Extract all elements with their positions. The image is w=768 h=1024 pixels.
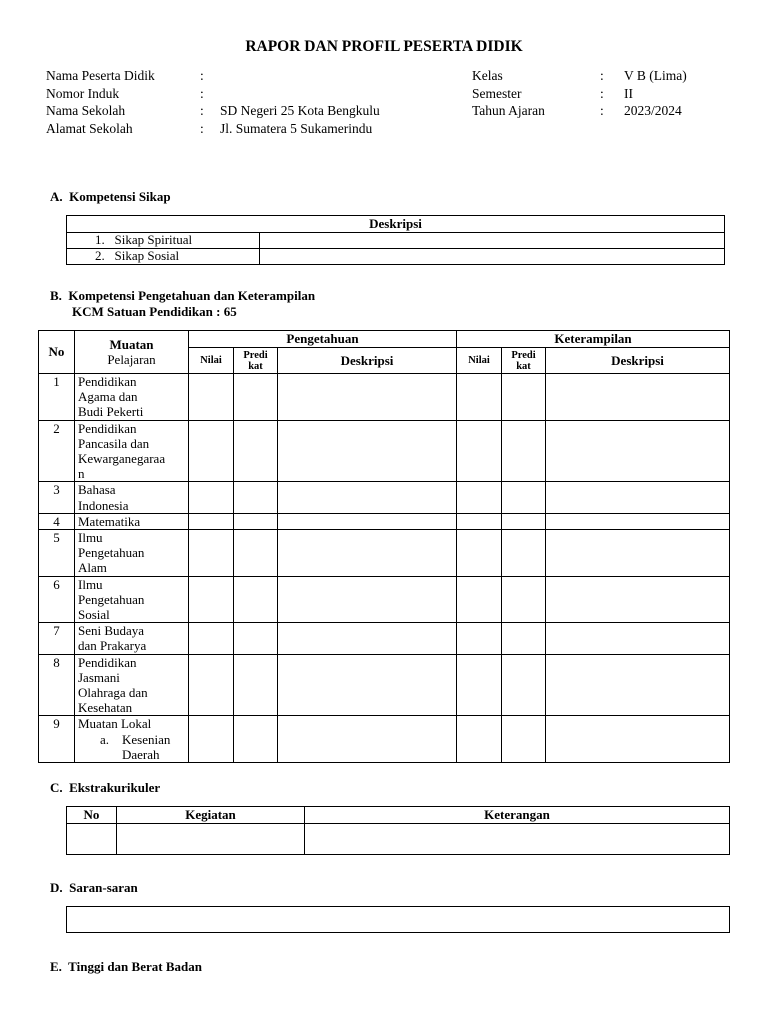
predikat-keterampilan-cell	[502, 530, 546, 577]
info-colon: :	[600, 103, 604, 118]
saran-box	[66, 906, 730, 933]
table-row	[39, 623, 730, 654]
table-row	[39, 654, 730, 716]
muatan-line: Pendidikan	[78, 420, 137, 436]
header-pengetahuan-predikat	[234, 348, 278, 374]
muatan-line: Kewarganegaraa	[78, 451, 166, 467]
sikap-header-deskripsi: Deskripsi	[67, 216, 725, 233]
nilai-pengetahuan-cell	[189, 576, 234, 623]
deskripsi-keterampilan-cell	[546, 482, 730, 513]
row-number: 9	[39, 716, 75, 763]
deskripsi-pengetahuan-cell	[278, 716, 457, 763]
muatan-pelajaran	[75, 530, 189, 577]
info-row-nama	[46, 67, 446, 85]
sub-item-text	[122, 732, 170, 762]
predikat-pengetahuan-cell	[234, 530, 278, 577]
ekskul-header-no: No	[67, 807, 117, 824]
ekskul-kegiatan-cell	[117, 824, 305, 855]
nilai-pengetahuan-cell	[189, 374, 234, 421]
sub-item-marker: a.	[100, 731, 110, 747]
info-colon: :	[200, 85, 204, 101]
header-pengetahuan-deskripsi: Deskripsi	[278, 348, 457, 374]
info-row-kelas	[472, 67, 732, 85]
predikat-line: kat	[248, 360, 263, 372]
muatan-line: Budi Pekerti	[78, 404, 144, 420]
info-label: Nomor Induk	[46, 85, 120, 101]
table-row	[39, 374, 730, 421]
info-value-sekolah: SD Negeri 25 Kota Bengkulu	[220, 103, 380, 118]
muatan-line: Ilmu	[78, 530, 103, 546]
nilai-keterampilan-cell	[457, 716, 502, 763]
muatan-line: Kesehatan	[78, 700, 133, 716]
row-number: 7	[39, 623, 75, 654]
header-no: No	[39, 331, 75, 374]
section-a-title: A. Kompetensi Sikap	[50, 189, 171, 204]
nilai-pengetahuan-cell	[189, 530, 234, 577]
nilai-pengetahuan-cell	[189, 716, 234, 763]
muatan-line: Alam	[78, 560, 107, 576]
nilai-keterampilan-cell	[457, 576, 502, 623]
header-keterampilan-deskripsi: Deskripsi	[546, 348, 730, 374]
muatan-pelajaran	[75, 374, 189, 421]
nilai-keterampilan-cell	[457, 623, 502, 654]
sikap-deskripsi-cell	[260, 249, 725, 265]
muatan-line: n	[78, 466, 85, 482]
muatan-pelajaran	[75, 420, 189, 482]
deskripsi-pengetahuan-cell	[278, 576, 457, 623]
info-value-semester: II	[624, 85, 633, 101]
muatan-line: Pancasila dan	[78, 435, 150, 451]
table-row	[39, 530, 730, 577]
predikat-line: Predi	[511, 349, 536, 361]
nilai-keterampilan-cell	[457, 482, 502, 513]
nilai-keterampilan-cell	[457, 530, 502, 577]
sikap-row-spiritual: 1. Sikap Spiritual	[67, 233, 260, 249]
info-colon: :	[600, 68, 604, 83]
sikap-table	[66, 215, 725, 265]
muatan-line: Bahasa	[78, 482, 116, 498]
predikat-pengetahuan-cell	[234, 654, 278, 716]
muatan-line: Agama dan	[78, 389, 138, 405]
row-number: 1	[39, 374, 75, 421]
info-row-sekolah	[46, 102, 446, 120]
info-label: Nama Peserta Didik	[46, 68, 155, 83]
nilai-keterampilan-cell	[457, 513, 502, 529]
predikat-keterampilan-cell	[502, 623, 546, 654]
sikap-row-sosial: 2. Sikap Sosial	[67, 249, 260, 265]
row-number: 4	[39, 513, 75, 529]
section-b-title: B. Kompetensi Pengetahuan dan Keterampilan	[50, 288, 316, 303]
row-number: 6	[39, 576, 75, 623]
predikat-keterampilan-cell	[502, 654, 546, 716]
deskripsi-pengetahuan-cell	[278, 513, 457, 529]
muatan-line: Sosial	[78, 607, 110, 623]
section-d-title: D. Saran-saran	[50, 880, 138, 895]
header-keterampilan-predikat	[502, 348, 546, 374]
predikat-line: kat	[516, 360, 531, 372]
muatan-line: dan Prakarya	[78, 638, 147, 654]
deskripsi-keterampilan-cell	[546, 513, 730, 529]
predikat-keterampilan-cell	[502, 482, 546, 513]
row-number: 3	[39, 482, 75, 513]
ekskul-keterangan-cell	[305, 824, 730, 855]
info-colon: :	[200, 103, 204, 118]
table-row	[39, 482, 730, 513]
nilai-keterampilan-cell	[457, 374, 502, 421]
section-e-title: E. Tinggi dan Berat Badan	[50, 959, 202, 974]
info-row-nomor-induk	[46, 85, 446, 103]
deskripsi-keterampilan-cell	[546, 716, 730, 763]
predikat-pengetahuan-cell	[234, 716, 278, 763]
muatan-line: Pengetahuan	[78, 591, 145, 607]
predikat-pengetahuan-cell	[234, 623, 278, 654]
header-keterampilan: Keterampilan	[457, 331, 730, 348]
muatan-pelajaran	[75, 513, 189, 529]
info-row-tahun-ajaran	[472, 102, 732, 120]
muatan-line: Olahraga dan	[78, 685, 148, 701]
info-label: Kelas	[472, 68, 503, 83]
row-number: 2	[39, 420, 75, 482]
muatan-line: Pendidikan	[78, 654, 137, 670]
muatan-sub-item	[78, 732, 188, 762]
muatan-pelajaran	[75, 654, 189, 716]
predikat-pengetahuan-cell	[234, 374, 278, 421]
ekskul-header-kegiatan: Kegiatan	[117, 807, 305, 824]
muatan-pelajaran	[75, 576, 189, 623]
info-left	[46, 67, 446, 137]
table-row	[39, 716, 730, 763]
header-muatan	[75, 331, 189, 374]
row-number: 8	[39, 654, 75, 716]
nilai-pengetahuan-cell	[189, 482, 234, 513]
deskripsi-keterampilan-cell	[546, 654, 730, 716]
muatan-line: Indonesia	[78, 497, 129, 513]
deskripsi-pengetahuan-cell	[278, 482, 457, 513]
info-label: Nama Sekolah	[46, 103, 126, 118]
nilai-pengetahuan-cell	[189, 420, 234, 482]
page-title: RAPOR DAN PROFIL PESERTA DIDIK	[245, 38, 523, 55]
info-label: Alamat Sekolah	[46, 120, 133, 136]
info-colon: :	[200, 68, 204, 83]
muatan-line: Ilmu	[78, 576, 103, 592]
muatan-pelajaran	[75, 482, 189, 513]
deskripsi-pengetahuan-cell	[278, 420, 457, 482]
predikat-pengetahuan-cell	[234, 513, 278, 529]
deskripsi-keterampilan-cell	[546, 530, 730, 577]
muatan-line: Pendidikan	[78, 374, 137, 389]
predikat-keterampilan-cell	[502, 576, 546, 623]
header-muatan-line: Muatan	[109, 337, 154, 352]
deskripsi-pengetahuan-cell	[278, 623, 457, 654]
deskripsi-keterampilan-cell	[546, 623, 730, 654]
table-row	[39, 513, 730, 529]
row-number: 5	[39, 530, 75, 577]
predikat-keterampilan-cell	[502, 513, 546, 529]
muatan-line: Matematika	[78, 513, 141, 529]
info-value-tahun-ajaran: 2023/2024	[624, 103, 682, 118]
deskripsi-pengetahuan-cell	[278, 530, 457, 577]
sub-item-line: Daerah	[122, 746, 160, 762]
info-colon: :	[600, 85, 604, 101]
ekskul-header-keterangan: Keterangan	[305, 807, 730, 824]
info-value-alamat: Jl. Sumatera 5 Sukamerindu	[220, 120, 373, 136]
predikat-keterampilan-cell	[502, 420, 546, 482]
header-pengetahuan-nilai: Nilai	[189, 348, 234, 374]
info-label: Tahun Ajaran	[472, 103, 545, 118]
header-muatan-line: Pelajaran	[107, 352, 156, 367]
ekstrakurikuler-table	[66, 806, 730, 855]
muatan-line: Seni Budaya	[78, 623, 145, 639]
predikat-pengetahuan-cell	[234, 576, 278, 623]
subject-rows	[39, 374, 730, 763]
nilai-pengetahuan-cell	[189, 654, 234, 716]
nilai-keterampilan-cell	[457, 654, 502, 716]
header-keterampilan-nilai: Nilai	[457, 348, 502, 374]
info-right	[472, 67, 732, 120]
deskripsi-pengetahuan-cell	[278, 654, 457, 716]
table-row	[39, 576, 730, 623]
muatan-line: Pengetahuan	[78, 545, 145, 561]
muatan-line: Jasmani	[78, 669, 120, 685]
header-pengetahuan: Pengetahuan	[189, 331, 457, 348]
sub-item-line: Kesenian	[122, 731, 171, 747]
section-c-title: C. Ekstrakurikuler	[50, 780, 161, 795]
section-b-subtitle: KCM Satuan Pendidikan : 65	[72, 304, 237, 319]
info-colon: :	[200, 120, 204, 136]
info-row-alamat	[46, 120, 446, 138]
ekskul-no-cell	[67, 824, 117, 855]
nilai-pengetahuan-cell	[189, 623, 234, 654]
nilai-keterampilan-cell	[457, 420, 502, 482]
muatan-line: Muatan Lokal	[78, 716, 152, 732]
kompetensi-table	[38, 330, 730, 763]
predikat-keterampilan-cell	[502, 716, 546, 763]
deskripsi-keterampilan-cell	[546, 420, 730, 482]
table-row	[39, 420, 730, 482]
predikat-keterampilan-cell	[502, 374, 546, 421]
nilai-pengetahuan-cell	[189, 513, 234, 529]
sikap-deskripsi-cell	[260, 233, 725, 249]
muatan-pelajaran	[75, 716, 189, 763]
info-label: Semester	[472, 85, 522, 101]
muatan-pelajaran	[75, 623, 189, 654]
deskripsi-keterampilan-cell	[546, 374, 730, 421]
deskripsi-keterampilan-cell	[546, 576, 730, 623]
predikat-line: Predi	[243, 349, 268, 361]
info-value-kelas: V B (Lima)	[624, 68, 687, 83]
deskripsi-pengetahuan-cell	[278, 374, 457, 421]
predikat-pengetahuan-cell	[234, 420, 278, 482]
predikat-pengetahuan-cell	[234, 482, 278, 513]
info-row-semester	[472, 85, 732, 103]
